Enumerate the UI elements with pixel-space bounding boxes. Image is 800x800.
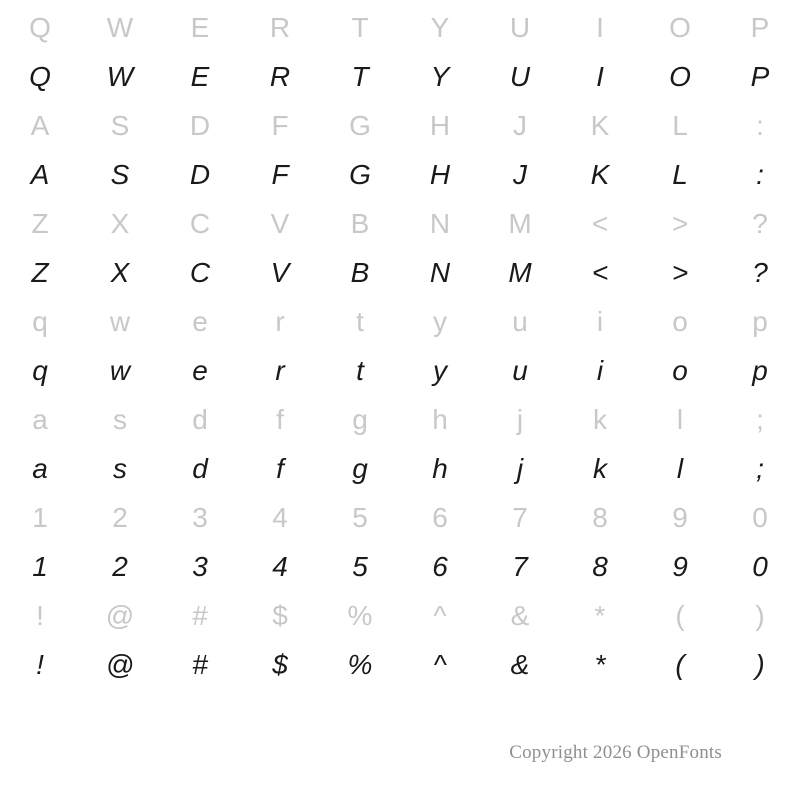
glyph-row-pair: [0, 102, 800, 200]
glyph-cell: e: [192, 355, 208, 386]
glyph-cell: N: [429, 208, 451, 239]
glyph-cell: Z: [31, 208, 49, 239]
glyph-cell: 8: [592, 551, 608, 582]
glyph-cell: k: [593, 453, 607, 484]
glyph-cell: Q: [29, 61, 51, 92]
glyph-cell: P: [750, 61, 770, 92]
glyph-cell: s: [113, 453, 127, 484]
glyph-row-italic: [0, 640, 800, 690]
glyph-row-italic: [0, 542, 800, 592]
glyph-cell: :: [756, 110, 764, 141]
glyph-cell: g: [352, 404, 368, 435]
glyph-cell: L: [672, 110, 688, 141]
glyph-cell: !: [36, 649, 44, 680]
glyph-cell: J: [513, 110, 527, 141]
glyph-cell: T: [351, 61, 369, 92]
glyph-cell: >: [671, 257, 689, 288]
glyph-cell: E: [190, 12, 210, 43]
glyph-cell: d: [192, 453, 208, 484]
glyph-cell: J: [513, 159, 527, 190]
glyph-cell: S: [110, 110, 130, 141]
glyph-cell: r: [275, 306, 285, 337]
glyph-cell: h: [432, 404, 448, 435]
glyph-row-pair: [0, 396, 800, 494]
glyph-cell: *: [594, 600, 606, 631]
glyph-cell: ?: [752, 257, 768, 288]
glyph-cell: y: [433, 306, 447, 337]
glyph-row-upright: [0, 200, 800, 248]
glyph-row-italic: [0, 52, 800, 102]
glyph-cell: ?: [752, 208, 768, 239]
glyph-row-upright: [0, 592, 800, 640]
glyph-cell: a: [32, 453, 48, 484]
glyph-cell: #: [192, 649, 208, 680]
glyph-cell: 8: [592, 502, 608, 533]
glyph-cell: 3: [192, 502, 208, 533]
glyph-cell: %: [347, 649, 373, 680]
glyph-cell: A: [30, 159, 50, 190]
glyph-cell: K: [590, 110, 610, 141]
glyph-cell: w: [109, 355, 131, 386]
glyph-row-upright: [0, 4, 800, 52]
glyph-cell: 6: [432, 551, 448, 582]
glyph-cell: B: [350, 208, 370, 239]
glyph-cell: 0: [752, 551, 768, 582]
glyph-cell: p: [752, 355, 768, 386]
glyph-cell: P: [750, 12, 770, 43]
glyph-cell: h: [432, 453, 448, 484]
glyph-row-upright: [0, 298, 800, 346]
glyph-cell: 7: [512, 551, 528, 582]
glyph-cell: R: [269, 12, 291, 43]
glyph-row-pair: [0, 200, 800, 298]
glyph-row-upright: [0, 102, 800, 150]
glyph-cell: ): [755, 649, 765, 680]
glyph-cell: i: [596, 306, 604, 337]
glyph-cell: l: [676, 404, 684, 435]
glyph-cell: U: [509, 61, 531, 92]
glyph-cell: N: [429, 257, 451, 288]
glyph-cell: 2: [112, 551, 128, 582]
glyph-cell: 0: [752, 502, 768, 533]
glyph-cell: W: [106, 12, 134, 43]
glyph-cell: 1: [32, 502, 48, 533]
glyph-cell: X: [110, 257, 130, 288]
glyph-cell: 9: [672, 551, 688, 582]
glyph-cell: I: [596, 61, 604, 92]
glyph-cell: o: [672, 355, 688, 386]
glyph-cell: X: [110, 208, 130, 239]
glyph-cell: ^: [433, 649, 447, 680]
glyph-cell: K: [590, 159, 610, 190]
glyph-cell: S: [110, 159, 130, 190]
glyph-cell: L: [672, 159, 688, 190]
glyph-cell: G: [349, 159, 371, 190]
glyph-cell: u: [512, 355, 528, 386]
glyph-cell: U: [509, 12, 531, 43]
glyph-cell: H: [429, 110, 451, 141]
glyph-cell: 3: [192, 551, 208, 582]
glyph-cell: E: [190, 61, 210, 92]
glyph-cell: 5: [352, 502, 368, 533]
glyph-cell: a: [32, 404, 48, 435]
glyph-row-upright: [0, 396, 800, 444]
glyph-cell: k: [593, 404, 607, 435]
glyph-cell: D: [189, 110, 211, 141]
glyph-cell: M: [508, 257, 532, 288]
glyph-cell: &: [510, 649, 530, 680]
glyph-cell: f: [276, 404, 284, 435]
glyph-cell: R: [269, 61, 291, 92]
glyph-cell: I: [596, 12, 604, 43]
glyph-cell: <: [591, 257, 609, 288]
glyph-cell: s: [113, 404, 127, 435]
copyright-notice: Copyright 2026 OpenFonts: [509, 742, 722, 763]
glyph-cell: g: [352, 453, 368, 484]
glyph-cell: V: [270, 208, 290, 239]
glyph-cell: D: [189, 159, 211, 190]
glyph-cell: C: [189, 208, 211, 239]
glyph-cell: ^: [433, 600, 447, 631]
glyph-cell: (: [675, 600, 685, 631]
glyph-cell: ;: [756, 404, 764, 435]
glyph-row-italic: [0, 248, 800, 298]
glyph-cell: G: [349, 110, 371, 141]
glyph-cell: 2: [112, 502, 128, 533]
glyph-cell: V: [270, 257, 290, 288]
glyph-cell: <: [591, 208, 609, 239]
glyph-row-upright: [0, 494, 800, 542]
glyph-cell: 1: [32, 551, 48, 582]
glyph-row-pair: [0, 592, 800, 690]
glyph-row-italic: [0, 444, 800, 494]
glyph-cell: o: [672, 306, 688, 337]
glyph-cell: f: [276, 453, 284, 484]
glyph-cell: t: [356, 355, 364, 386]
glyph-cell: %: [347, 600, 373, 631]
glyph-cell: W: [106, 61, 134, 92]
glyph-row-italic: [0, 150, 800, 200]
glyph-cell: p: [752, 306, 768, 337]
glyph-cell: :: [756, 159, 764, 190]
glyph-cell: $: [272, 600, 288, 631]
glyph-cell: e: [192, 306, 208, 337]
glyph-row-pair: [0, 4, 800, 102]
glyph-cell: q: [32, 306, 48, 337]
glyph-cell: u: [512, 306, 528, 337]
glyph-cell: C: [189, 257, 211, 288]
glyph-cell: T: [351, 12, 369, 43]
glyph-cell: @: [105, 600, 135, 631]
glyph-cell: w: [109, 306, 131, 337]
glyph-cell: r: [275, 355, 285, 386]
glyph-cell: 5: [352, 551, 368, 582]
glyph-cell: 4: [272, 551, 288, 582]
glyph-row-pair: [0, 494, 800, 592]
glyph-cell: t: [356, 306, 364, 337]
glyph-cell: ;: [756, 453, 764, 484]
glyph-cell: &: [510, 600, 530, 631]
glyph-cell: d: [192, 404, 208, 435]
glyph-cell: F: [271, 159, 289, 190]
glyph-cell: #: [192, 600, 208, 631]
glyph-cell: !: [36, 600, 44, 631]
glyph-cell: A: [30, 110, 50, 141]
glyph-cell: (: [675, 649, 685, 680]
glyph-cell: Q: [29, 12, 51, 43]
glyph-cell: B: [350, 257, 370, 288]
glyph-cell: O: [669, 12, 691, 43]
glyph-cell: 4: [272, 502, 288, 533]
glyph-cell: O: [669, 61, 691, 92]
glyph-cell: ): [755, 600, 765, 631]
glyph-cell: l: [676, 453, 684, 484]
glyph-cell: *: [594, 649, 606, 680]
glyph-row-pair: [0, 298, 800, 396]
glyph-row-italic: [0, 346, 800, 396]
glyph-cell: @: [105, 649, 135, 680]
glyph-cell: 7: [512, 502, 528, 533]
glyph-cell: 9: [672, 502, 688, 533]
glyph-cell: j: [516, 453, 524, 484]
glyph-cell: Y: [430, 61, 450, 92]
glyph-cell: >: [671, 208, 689, 239]
glyph-cell: M: [508, 208, 532, 239]
glyph-cell: H: [429, 159, 451, 190]
glyph-cell: y: [433, 355, 447, 386]
glyph-cell: i: [596, 355, 604, 386]
glyph-cell: Z: [31, 257, 49, 288]
glyph-cell: Y: [430, 12, 450, 43]
glyph-cell: j: [516, 404, 524, 435]
glyph-cell: F: [271, 110, 289, 141]
glyph-cell: q: [32, 355, 48, 386]
glyph-cell: 6: [432, 502, 448, 533]
glyph-cell: $: [272, 649, 288, 680]
